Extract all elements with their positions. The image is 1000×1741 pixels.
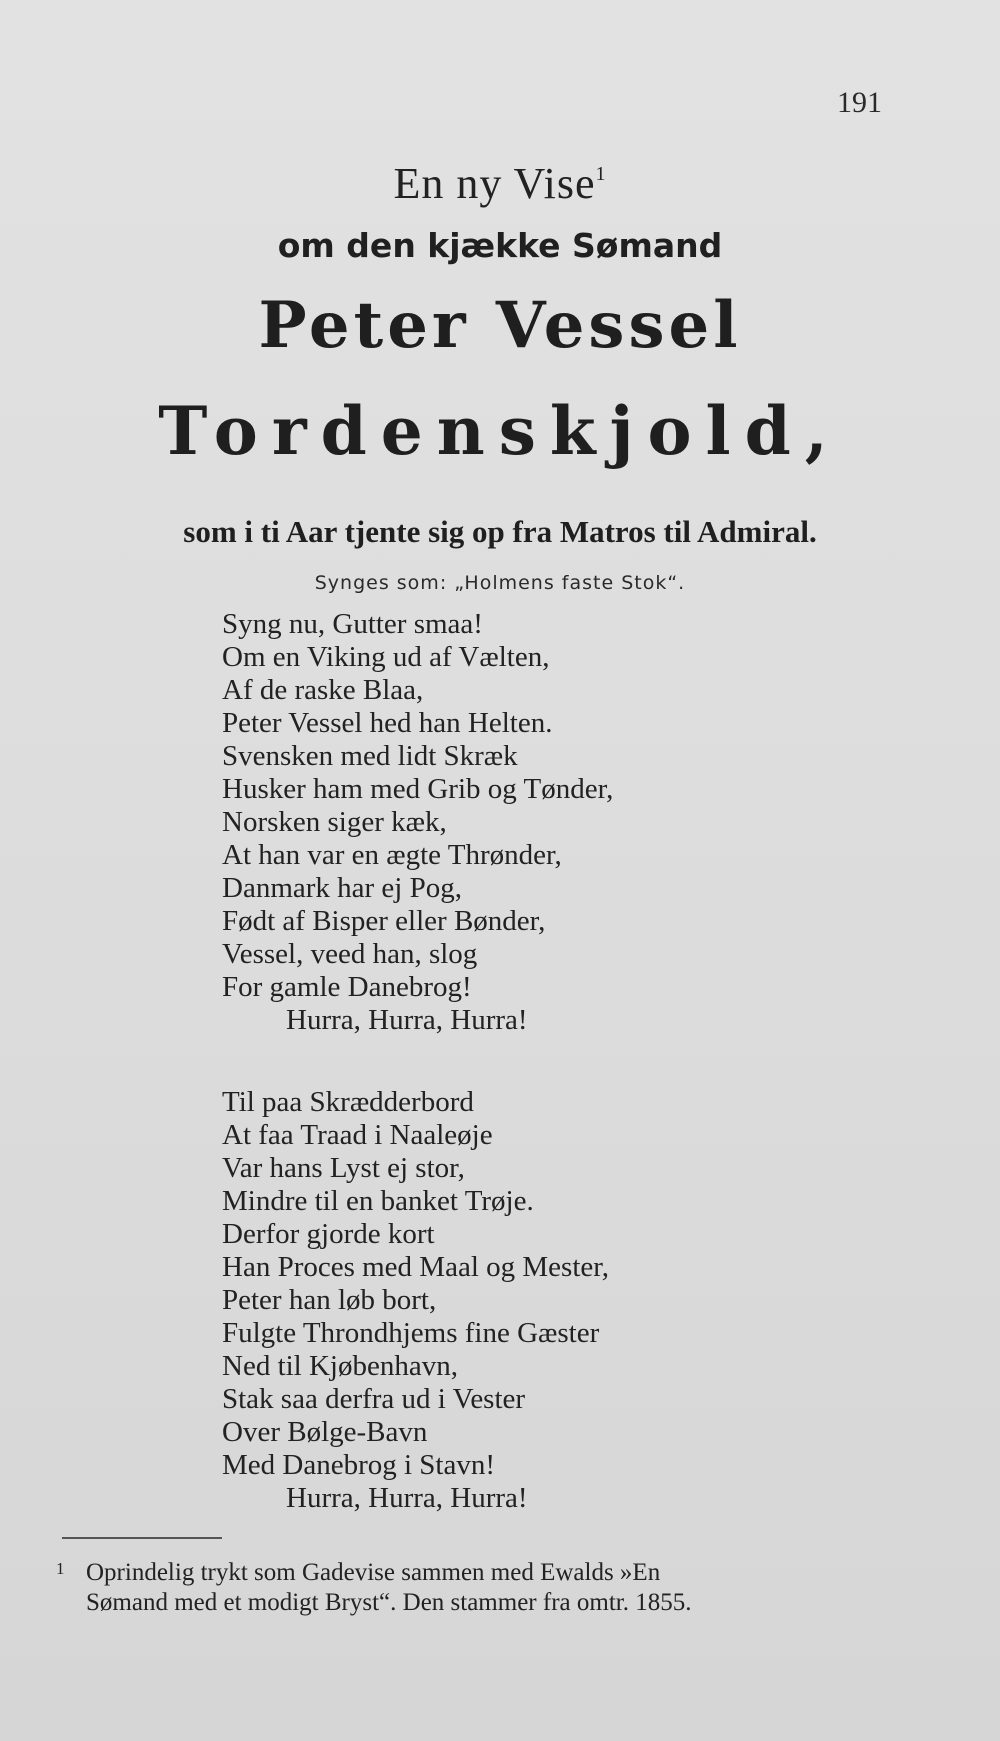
verse-line: Han Proces med Maal og Mester, bbox=[222, 1251, 610, 1283]
melody-note: Synges som: „Holmens faste Stok“. bbox=[314, 572, 686, 594]
verse-line: Født af Bisper eller Bønder, bbox=[222, 905, 546, 937]
subtitle: som i ti Aar tjente sig op fra Matros til Admiral. bbox=[183, 514, 817, 549]
title-subline: om den kjække Sømand bbox=[277, 226, 723, 265]
verse-line: Derfor gjorde kort bbox=[222, 1218, 435, 1250]
verse-line: Peter Vessel hed han Helten. bbox=[222, 707, 553, 739]
verse-line: Over Bølge-Bavn bbox=[222, 1416, 428, 1448]
verse-line: Svensken med lidt Skræk bbox=[222, 740, 518, 772]
footnote-marker: 1 bbox=[56, 1559, 65, 1578]
verse-line: Mindre til en banket Trøje. bbox=[222, 1185, 534, 1217]
verse-line: Vessel, veed han, slog bbox=[222, 938, 478, 970]
verse-line: At faa Traad i Naaleøje bbox=[222, 1119, 493, 1151]
verse-line: Peter han løb bort, bbox=[222, 1284, 437, 1316]
footnote-line: Sømand med et modigt Bryst“. Den stammer fra omtr. 1855. bbox=[86, 1589, 692, 1616]
refrain-line: Hurra, Hurra, Hurra! bbox=[286, 1004, 528, 1036]
footnote-reference: 1 bbox=[595, 163, 607, 185]
verse-line: Ned til Kjøbenhavn, bbox=[222, 1350, 458, 1382]
stanza bbox=[222, 1086, 609, 1515]
title-text: En ny Vise bbox=[393, 159, 596, 208]
verse-line: Syng nu, Gutter smaa! bbox=[222, 608, 483, 640]
refrain-line: Hurra, Hurra, Hurra! bbox=[286, 1482, 528, 1514]
footnote bbox=[56, 1558, 886, 1618]
hero-first-name: Peter Vessel bbox=[258, 288, 742, 363]
verse-line: At han var en ægte Thrønder, bbox=[222, 839, 562, 871]
verse-line: Med Danebrog i Stavn! bbox=[222, 1449, 496, 1481]
verse-line: Om en Viking ud af Vælten, bbox=[222, 641, 550, 673]
verse-line: Stak saa derfra ud i Vester bbox=[222, 1383, 526, 1415]
stanza bbox=[222, 608, 613, 1037]
verse-line: Var hans Lyst ej stor, bbox=[222, 1152, 465, 1184]
verse-line: Husker ham med Grib og Tønder, bbox=[222, 773, 614, 805]
verse-line: Fulgte Throndhjems fine Gæster bbox=[222, 1317, 600, 1349]
verse-line: Til paa Skrædderbord bbox=[222, 1086, 474, 1118]
footnote-line: Oprindelig trykt som Gadevise sammen med Ewalds »En bbox=[86, 1559, 661, 1586]
verse-line: Danmark har ej Pog, bbox=[222, 872, 462, 904]
footnote-divider bbox=[62, 1537, 222, 1539]
verse-line: Af de raske Blaa, bbox=[222, 674, 424, 706]
title-line bbox=[0, 158, 1000, 209]
verse-line: Norsken siger kæk, bbox=[222, 806, 447, 838]
page-number: 191 bbox=[837, 86, 882, 119]
hero-last-name: Tordenskjold, bbox=[158, 392, 842, 470]
verse-line: For gamle Danebrog! bbox=[222, 971, 472, 1003]
